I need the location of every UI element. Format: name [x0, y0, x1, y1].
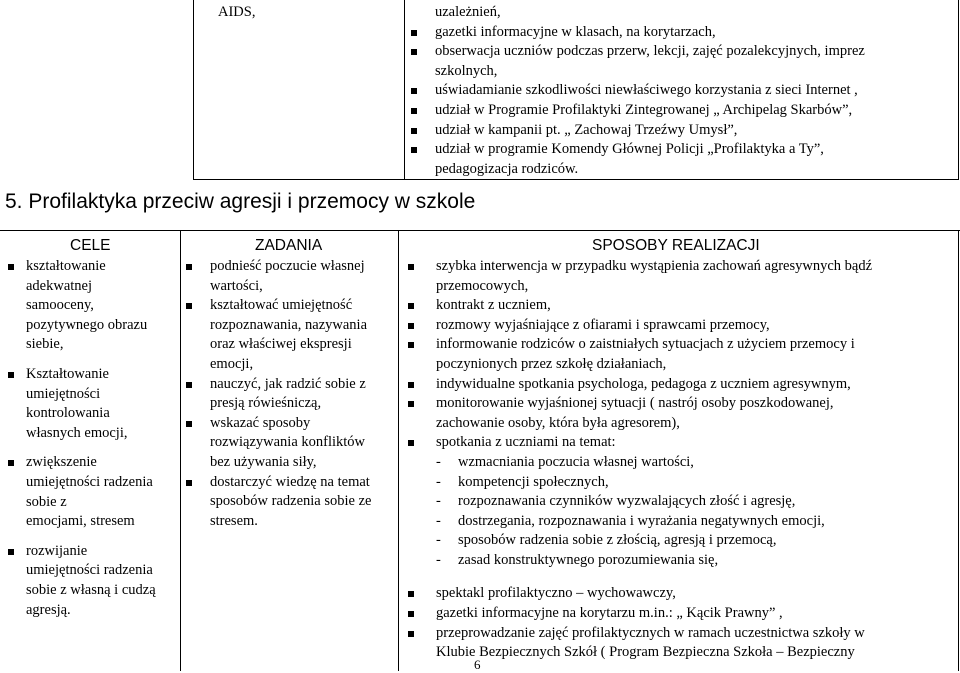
bullet-square-icon: [411, 128, 417, 134]
page-number: 6: [474, 657, 481, 672]
text-line: oraz właściwej ekspresji: [210, 336, 352, 353]
bullet-square-icon: [408, 323, 414, 329]
bullet-square-icon: [408, 611, 414, 617]
bullet-square-icon: [8, 264, 14, 270]
text-line: monitorowanie wyjaśnionej sytuacji ( nastrój osoby poszkodowanej,: [436, 395, 834, 412]
text-line: spektakl profilaktyczno – wychowawczy,: [436, 585, 676, 602]
text-line: zwiększenie: [26, 454, 97, 471]
text-line: presją rówieśniczą,: [210, 395, 322, 412]
bullet-square-icon: [8, 549, 14, 555]
text-line: kształtowanie: [26, 258, 106, 274]
text-line: zasad konstruktywnego porozumiewania się,: [458, 552, 719, 568]
bullet-square-icon: [408, 264, 414, 270]
table-top-border: [0, 230, 960, 231]
text-line: sposobów radzenia sobie ze: [210, 493, 372, 510]
text-line: bez używania siły,: [210, 454, 317, 470]
header-zadania: ZADANIA: [255, 237, 323, 254]
text-line: nauczyć, jak radzić sobie z: [210, 375, 366, 392]
text-line: obserwacja uczniów podczas przerw, lekcji, zajęć pozalekcyjnych, imprez: [435, 43, 865, 60]
text-line: sobie z: [26, 493, 67, 510]
text-line: dostrzegania, rozpoznawania i wyrażania negatywnych emocji,: [458, 512, 825, 529]
text-line: agresją.: [26, 601, 71, 618]
text-line: własnych emocji,: [26, 424, 128, 441]
section-title: 5. Profilaktyka przeciw agresji i przemocy w szkole: [5, 190, 476, 213]
text-line: rozmowy wyjaśniające z ofiarami i sprawcami przemocy,: [436, 316, 770, 333]
text-line: stresem.: [210, 512, 258, 529]
text-line: udział w Programie Profilaktyki Zintegrowanej „ Archipelag Skarbów”,: [435, 102, 853, 118]
bullet-square-icon: [8, 372, 14, 378]
bullet-square-icon: [411, 108, 417, 114]
text-line: samooceny,: [26, 297, 94, 314]
top-table-left-border: [193, 0, 194, 180]
dash-marker: -: [436, 493, 441, 510]
text-line: przemocowych,: [436, 277, 529, 294]
text-line: kształtować umiejętność: [210, 297, 353, 314]
text-line: emocjami, stresem: [26, 513, 135, 530]
bullet-square-icon: [408, 382, 414, 388]
text-line: poczynionych przez szkołę działaniach,: [436, 356, 667, 372]
text-line: emocji,: [210, 356, 254, 372]
top-table-right-border: [958, 0, 959, 180]
bullet-square-icon: [411, 30, 417, 36]
text-line: uzależnień,: [435, 4, 501, 20]
bullet-square-icon: [408, 342, 414, 348]
text-line: Kształtowanie: [26, 366, 109, 382]
text-line: kontrakt z uczniem,: [436, 297, 551, 314]
top-left-cell-text: AIDS,: [218, 4, 256, 20]
text-line: wskazać sposoby: [210, 414, 311, 431]
text-line: udział w kampanii pt. „ Zachowaj Trzeźwy Umysł”,: [435, 121, 738, 138]
bullet-square-icon: [186, 421, 192, 427]
text-line: szkolnych,: [435, 62, 498, 79]
bullet-square-icon: [408, 440, 414, 446]
text-line: pedagogizacja rodziców.: [435, 160, 579, 177]
text-line: wartości,: [210, 277, 263, 294]
text-line: sobie z własną i cudzą: [26, 582, 156, 598]
table-right-border: [958, 230, 959, 671]
bullet-square-icon: [186, 382, 192, 388]
header-cele: CELE: [70, 237, 111, 254]
bullet-square-icon: [411, 49, 417, 55]
text-line: pozytywnego obrazu: [26, 316, 148, 333]
bullet-square-icon: [186, 480, 192, 486]
bullet-square-icon: [408, 401, 414, 407]
text-line: Klubie Bezpiecznych Szkół ( Program Bezpieczna Szkoła – Bezpieczny: [436, 644, 855, 661]
text-line: zachowanie osoby, która była agresorem),: [436, 414, 680, 431]
text-line: rozpoznawania czynników wyzwalających złość i agresję,: [458, 493, 796, 510]
bullet-square-icon: [411, 88, 417, 94]
dash-marker: -: [436, 512, 441, 529]
text-line: kompetencji społecznych,: [458, 473, 609, 490]
text-line: siebie,: [26, 336, 64, 353]
text-line: adekwatnej: [26, 277, 93, 294]
table-col-divider-2: [398, 230, 399, 671]
text-line: rozpoznawania, nazywania: [210, 316, 368, 333]
bullet-square-icon: [186, 264, 192, 270]
dash-marker: -: [436, 552, 441, 568]
text-line: gazetki informacyjne na korytarzu m.in.: „ Kącik Prawny” ,: [436, 604, 783, 621]
table-col-divider-1: [180, 230, 181, 671]
text-line: umiejętności radzenia: [26, 562, 153, 579]
header-sposoby: SPOSOBY REALIZACJI: [592, 237, 760, 254]
dash-marker: -: [436, 454, 441, 470]
dash-marker: -: [436, 473, 441, 490]
bullet-square-icon: [408, 591, 414, 597]
text-line: dostarczyć wiedzę na temat: [210, 473, 370, 490]
text-line: przeprowadzanie zajęć profilaktycznych w ramach uczestnictwa szkoły w: [436, 624, 865, 641]
text-line: gazetki informacyjne w klasach, na korytarzach,: [435, 23, 716, 40]
text-line: udział w programie Komendy Głównej Policji „Profilaktyka a Ty”,: [435, 141, 824, 158]
bullet-square-icon: [8, 460, 14, 466]
text-line: spotkania z uczniami na temat:: [436, 434, 616, 451]
bullet-square-icon: [411, 147, 417, 153]
dash-marker: -: [436, 532, 441, 549]
text-line: umiejętności: [26, 385, 101, 402]
text-line: kontrolowania: [26, 405, 110, 422]
text-line: wzmacniania poczucia własnej wartości,: [458, 454, 694, 470]
bullet-square-icon: [408, 303, 414, 309]
bullet-square-icon: [186, 303, 192, 309]
text-line: informowanie rodziców o zaistniałych sytuacjach z użyciem przemocy i: [436, 336, 855, 353]
bullet-square-icon: [408, 631, 414, 637]
text-line: uświadamianie szkodliwości niewłaściwego korzystania z sieci Internet ,: [435, 82, 858, 99]
text-line: rozwiązywania konfliktów: [210, 434, 366, 451]
text-line: podnieść poczucie własnej: [210, 258, 365, 274]
text-line: indywidualne spotkania psychologa, pedagoga z uczniem agresywnym,: [436, 375, 851, 392]
text-line: umiejętności radzenia: [26, 474, 153, 490]
text-line: rozwijanie: [26, 542, 88, 559]
text-line: szybka interwencja w przypadku wystąpienia zachowań agresywnych bądź: [436, 258, 873, 274]
text-line: sposobów radzenia sobie z złością, agresją i przemocą,: [458, 532, 777, 549]
top-table-divider: [404, 0, 405, 180]
